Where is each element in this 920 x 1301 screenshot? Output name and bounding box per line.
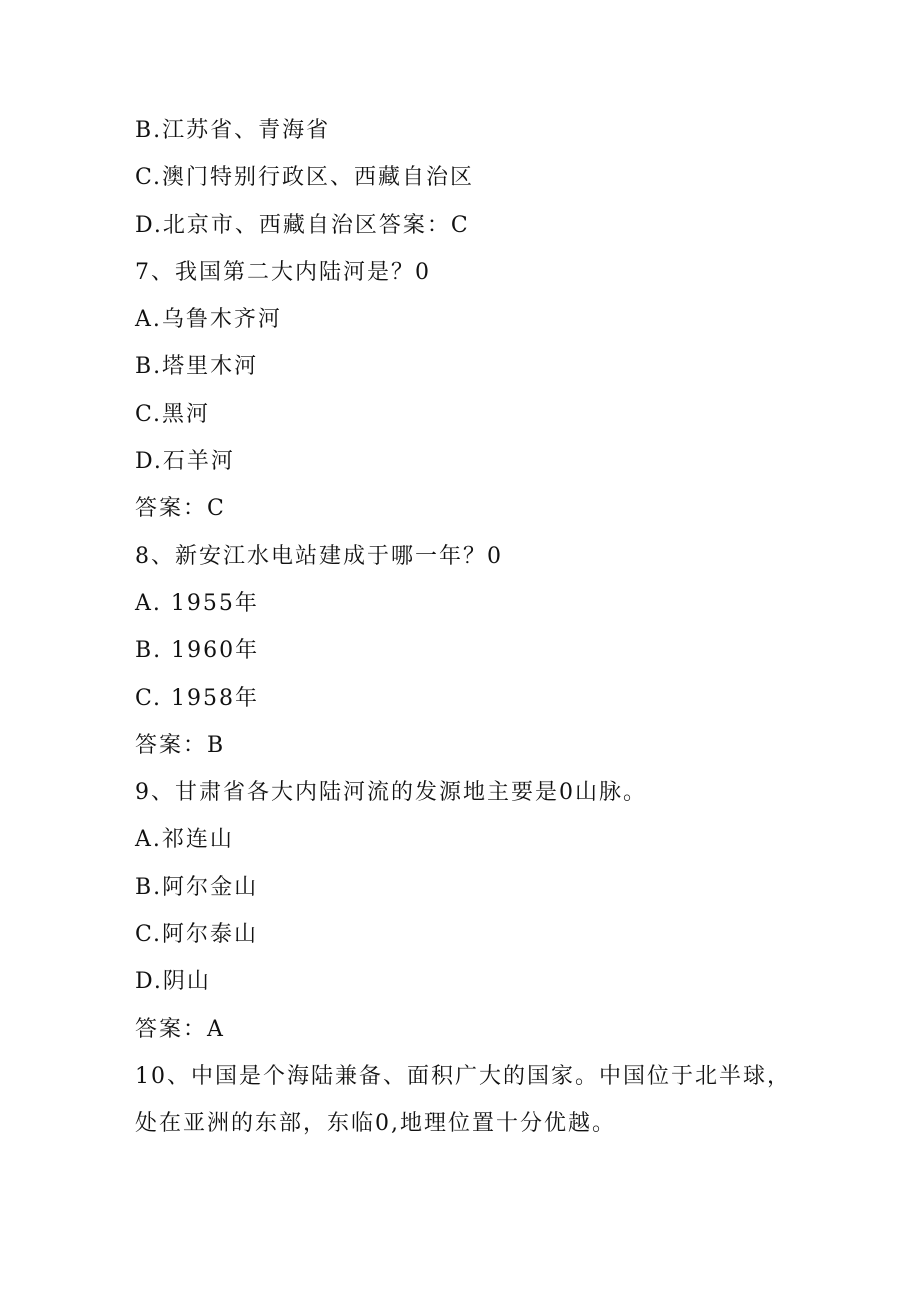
answer-q7: 答案：C (135, 496, 226, 522)
option-b-q6: B.江苏省、青海省 (135, 118, 331, 143)
option-b-q9: B.阿尔金山 (135, 874, 259, 900)
option-c-q8: C. 1958年 (135, 685, 260, 711)
option-d-q6-with-answer: D.北京市、西藏自治区答案：C (135, 212, 470, 238)
question-9: 9、甘肃省各大内陆河流的发源地主要是0山脉。 (135, 780, 647, 806)
option-d-q9: D.阴山 (135, 969, 211, 995)
question-10-line-2: 处在亚洲的东部，东临0,地理位置十分优越。 (135, 1111, 616, 1137)
option-a-q8: A. 1955年 (135, 590, 259, 616)
option-b-q7: B.塔里木河 (135, 354, 259, 380)
option-c-q6: C.澳门特别行政区、西藏自治区 (135, 165, 475, 191)
option-a-q7: A.乌鲁木齐河 (135, 307, 282, 333)
answer-q9: 答案：A (135, 1016, 225, 1042)
document-body (135, 112, 795, 1153)
option-c-q7: C.黑河 (135, 401, 211, 427)
option-c-q9: C.阿尔泰山 (135, 922, 259, 948)
option-b-q8: B. 1960年 (135, 638, 260, 664)
question-7: 7、我国第二大内陆河是？0 (135, 259, 431, 285)
answer-q8: 答案：B (135, 732, 226, 758)
option-d-q7: D.石羊河 (135, 449, 235, 475)
question-10-line-1: 10、中国是个海陆兼备、面积广大的国家。中国位于北半球， (135, 1063, 791, 1089)
option-a-q9: A.祁连山 (135, 827, 234, 853)
question-8: 8、新安江水电站建成于哪一年？0 (135, 543, 503, 569)
